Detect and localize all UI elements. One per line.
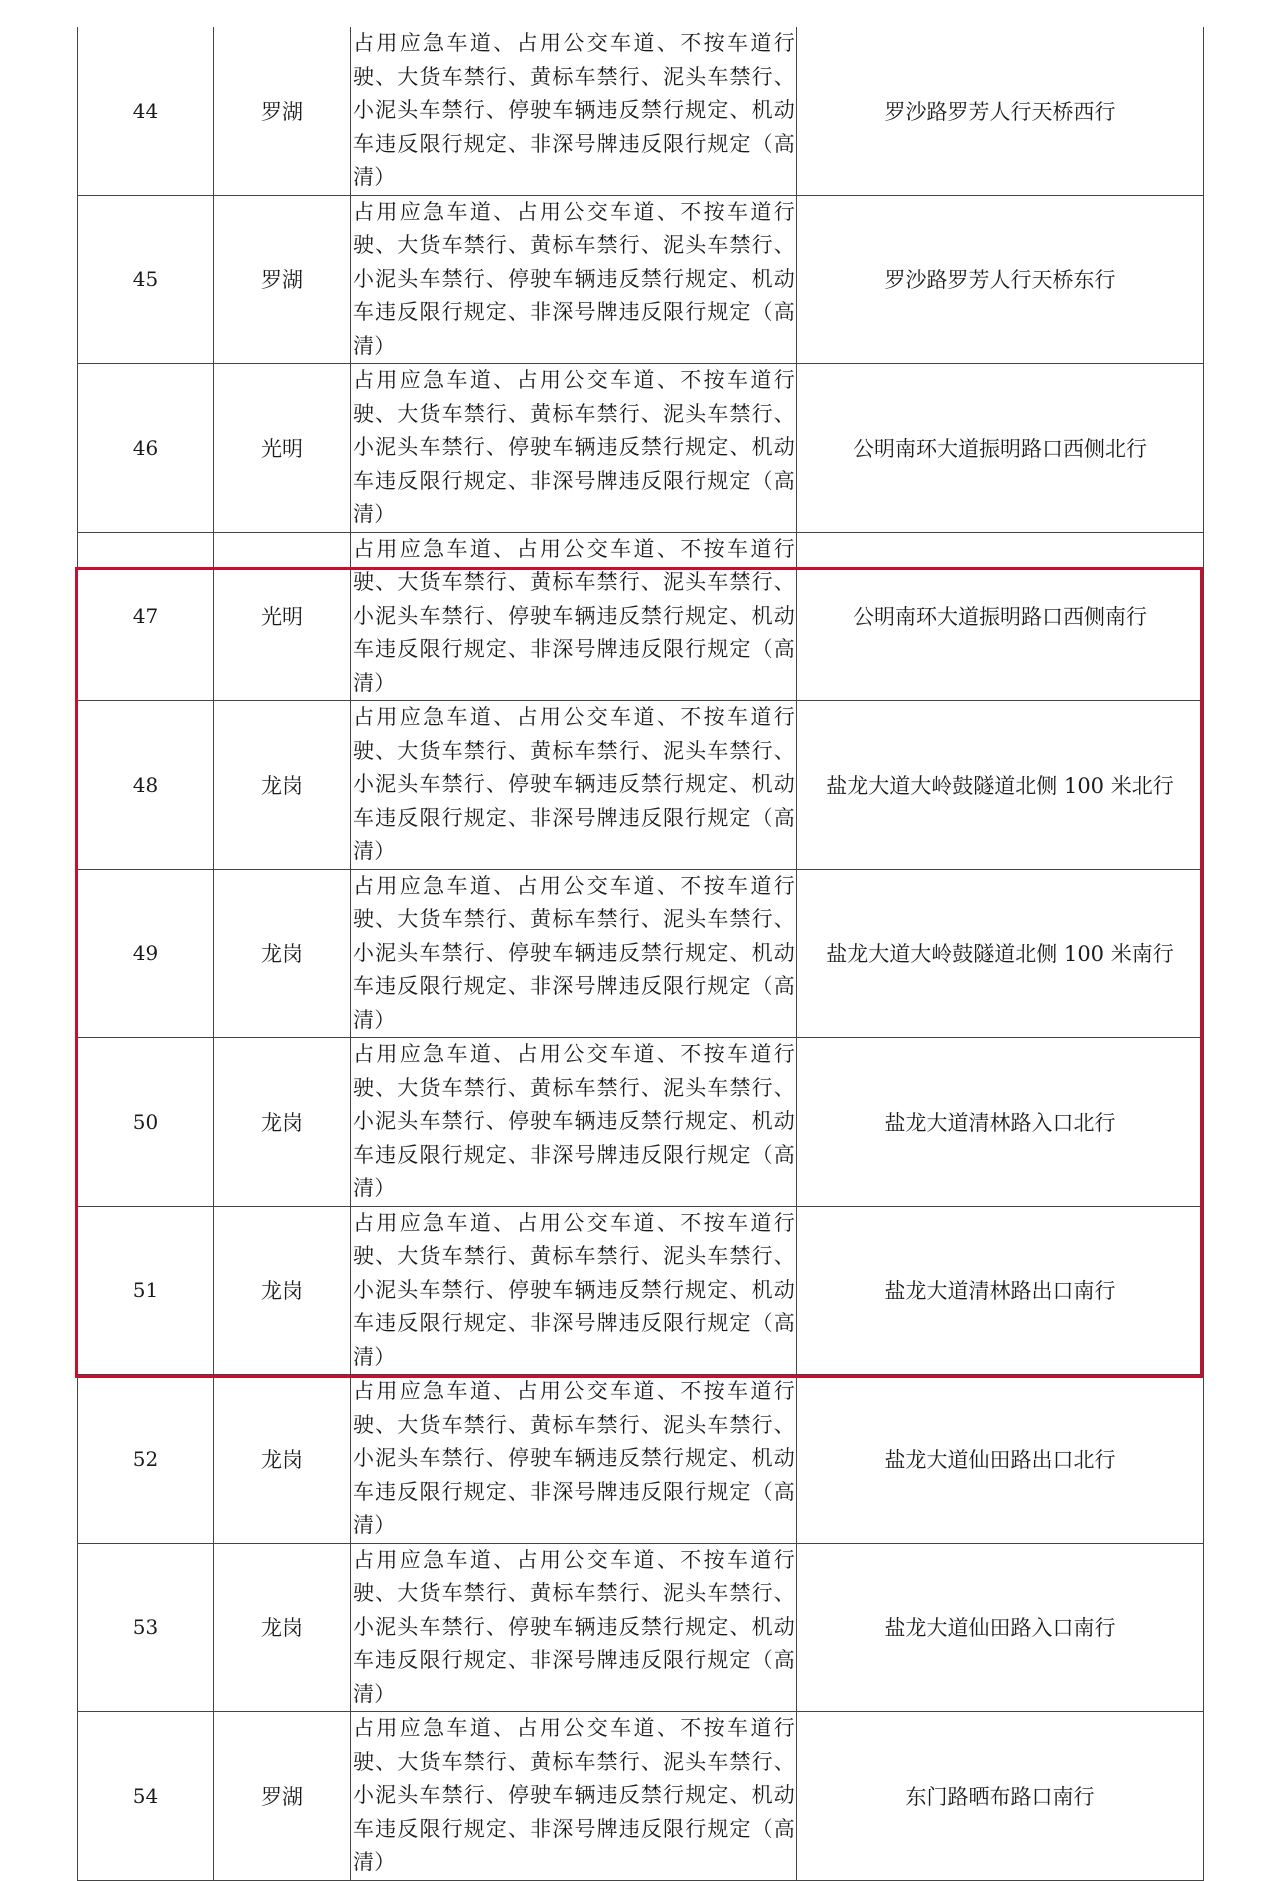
table-row [78,364,1204,533]
table-row [78,532,1204,701]
district: 龙岗 [214,701,351,870]
row-number: 49 [78,869,214,1038]
location: 盐龙大道清林路入口北行 [797,1038,1204,1207]
violation-types-text: 占用应急车道、占用公交车道、不按车道行驶、大货车禁行、黄标车禁行、泥头车禁行、小泥头车禁行、停驶车辆违反禁行规定、机动车违反限行规定、非深号牌违反限行规定（高清） [353,873,795,1032]
violation-types [351,1712,797,1881]
district: 龙岗 [214,869,351,1038]
violation-types-text: 占用应急车道、占用公交车道、不按车道行驶、大货车禁行、黄标车禁行、泥头车禁行、小泥头车禁行、停驶车辆违反禁行规定、机动车违反限行规定、非深号牌违反限行规定（高清） [353,536,795,695]
row-number: 45 [78,195,214,364]
row-number: 51 [78,1206,214,1375]
location: 公明南环大道振明路口西侧南行 [797,532,1204,701]
district: 龙岗 [214,1206,351,1375]
violation-types [351,27,797,195]
table-row [78,1038,1204,1207]
district: 龙岗 [214,1375,351,1544]
district: 罗湖 [214,1712,351,1881]
violation-types [351,1375,797,1544]
violation-types [351,701,797,870]
violation-types-text: 占用应急车道、占用公交车道、不按车道行驶、大货车禁行、黄标车禁行、泥头车禁行、小泥头车禁行、停驶车辆违反禁行规定、机动车违反限行规定、非深号牌违反限行规定（高清） [353,1716,795,1874]
location: 罗沙路罗芳人行天桥东行 [797,195,1204,364]
location: 盐龙大道大岭鼓隧道北侧 100 米南行 [797,869,1204,1038]
violation-types-text: 占用应急车道、占用公交车道、不按车道行驶、大货车禁行、黄标车禁行、泥头车禁行、小泥头车禁行、停驶车辆违反禁行规定、机动车违反限行规定、非深号牌违反限行规定（高清） [353,705,795,863]
table-row [78,1543,1204,1712]
row-number: 53 [78,1543,214,1712]
violation-types-text: 占用应急车道、占用公交车道、不按车道行驶、大货车禁行、黄标车禁行、泥头车禁行、小泥头车禁行、停驶车辆违反禁行规定、机动车违反限行规定、非深号牌违反限行规定（高清） [353,1042,795,1200]
row-number: 54 [78,1712,214,1881]
table-row [78,701,1204,870]
violation-types [351,532,797,701]
violation-types-text: 占用应急车道、占用公交车道、不按车道行驶、大货车禁行、黄标车禁行、泥头车禁行、小泥头车禁行、停驶车辆违反禁行规定、机动车违反限行规定、非深号牌违反限行规定（高清） [353,1210,795,1369]
violation-types-text: 占用应急车道、占用公交车道、不按车道行驶、大货车禁行、黄标车禁行、泥头车禁行、小泥头车禁行、停驶车辆违反禁行规定、机动车违反限行规定、非深号牌违反限行规定（高清） [353,199,795,358]
district: 龙岗 [214,1038,351,1207]
row-number: 50 [78,1038,214,1207]
row-number: 52 [78,1375,214,1544]
location: 盐龙大道仙田路出口北行 [797,1375,1204,1544]
location: 盐龙大道大岭鼓隧道北侧 100 米北行 [797,701,1204,870]
location: 盐龙大道仙田路入口南行 [797,1543,1204,1712]
location: 东门路晒布路口南行 [797,1712,1204,1881]
table-row [78,1712,1204,1881]
violation-types [351,1038,797,1207]
table-row [78,1375,1204,1544]
violation-types-text: 占用应急车道、占用公交车道、不按车道行驶、大货车禁行、黄标车禁行、泥头车禁行、小泥头车禁行、停驶车辆违反禁行规定、机动车违反限行规定、非深号牌违反限行规定（高清） [353,368,795,526]
camera-location-table [77,27,1204,1881]
table-row [78,195,1204,364]
violation-types [351,1206,797,1375]
table-row [78,869,1204,1038]
location: 罗沙路罗芳人行天桥西行 [797,27,1204,195]
row-number: 46 [78,364,214,533]
location: 盐龙大道清林路出口南行 [797,1206,1204,1375]
violation-types-text: 占用应急车道、占用公交车道、不按车道行驶、大货车禁行、黄标车禁行、泥头车禁行、小泥头车禁行、停驶车辆违反禁行规定、机动车违反限行规定、非深号牌违反限行规定（高清） [353,31,795,189]
violation-types-text: 占用应急车道、占用公交车道、不按车道行驶、大货车禁行、黄标车禁行、泥头车禁行、小泥头车禁行、停驶车辆违反禁行规定、机动车违反限行规定、非深号牌违反限行规定（高清） [353,1547,795,1706]
district: 罗湖 [214,27,351,195]
row-number: 44 [78,27,214,195]
violation-types [351,869,797,1038]
table-row [78,1206,1204,1375]
violation-types [351,1543,797,1712]
violation-types [351,195,797,364]
district: 光明 [214,532,351,701]
table-body [78,27,1204,1880]
location: 公明南环大道振明路口西侧北行 [797,364,1204,533]
row-number: 48 [78,701,214,870]
table-row [78,27,1204,195]
district: 光明 [214,364,351,533]
row-number: 47 [78,532,214,701]
district: 罗湖 [214,195,351,364]
violation-types-text: 占用应急车道、占用公交车道、不按车道行驶、大货车禁行、黄标车禁行、泥头车禁行、小泥头车禁行、停驶车辆违反禁行规定、机动车违反限行规定、非深号牌违反限行规定（高清） [353,1379,795,1537]
violation-types [351,364,797,533]
district: 龙岗 [214,1543,351,1712]
